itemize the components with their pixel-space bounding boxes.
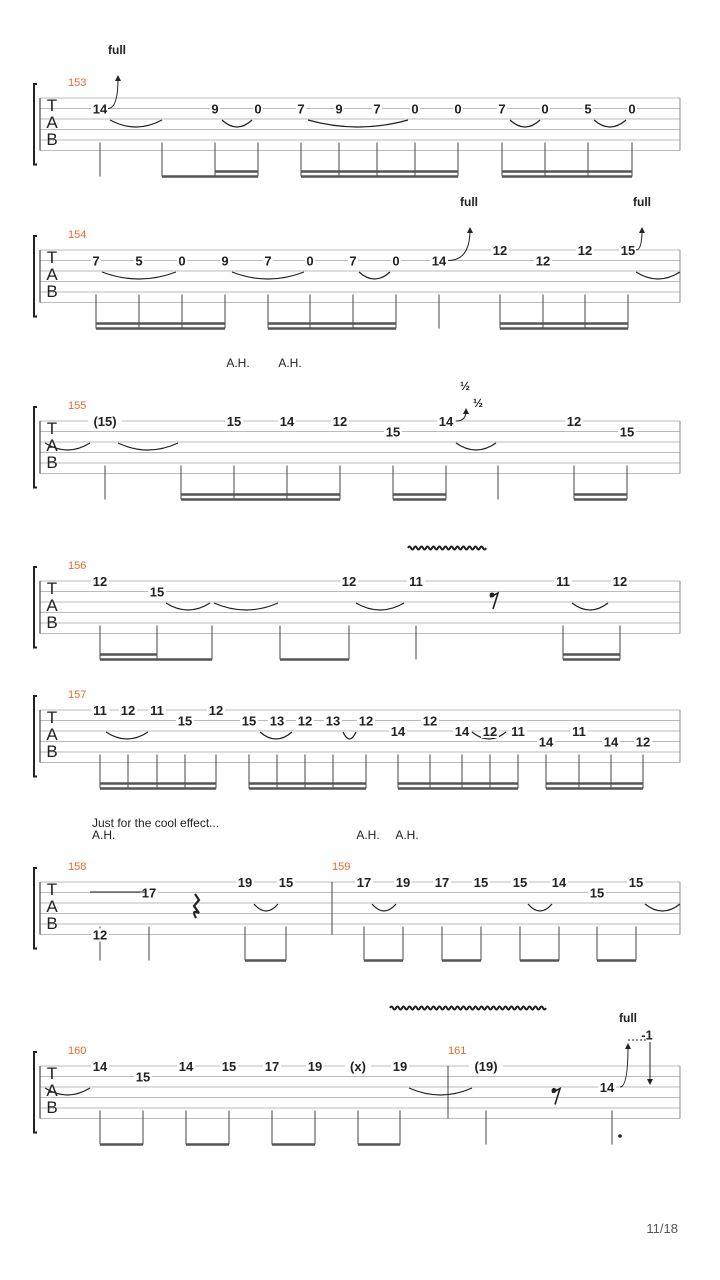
- tab-clef-letter: A: [46, 596, 58, 615]
- fret-number: 12: [535, 253, 551, 269]
- fret-number: 13: [269, 713, 285, 729]
- tie-arc: [254, 904, 278, 911]
- fret-number: 7: [297, 101, 305, 117]
- fret-number: 12: [297, 713, 313, 729]
- tab-clef-letter: A: [46, 725, 58, 744]
- fret-number: 15: [620, 243, 636, 258]
- measure-number: 153: [68, 77, 87, 89]
- measure-number: 160: [68, 1045, 87, 1057]
- fret-number: 12: [92, 574, 108, 589]
- fret-number: 15: [589, 885, 605, 901]
- tab-clef-letter: B: [46, 742, 58, 761]
- tie-arc: [106, 732, 148, 739]
- fret-number: 9: [211, 101, 219, 117]
- notation-annotation: ½: [459, 379, 471, 393]
- fret-number: 14: [178, 1059, 194, 1074]
- tab-clef-letter: T: [46, 96, 58, 115]
- tab-clef-letter: T: [46, 419, 58, 438]
- staff-bracket: [34, 567, 37, 648]
- fret-number: 12: [92, 927, 108, 943]
- fret-number: 7: [264, 253, 272, 269]
- fret-number: 12: [482, 724, 498, 739]
- fret-number: 12: [208, 703, 224, 718]
- tab-clef-letter: A: [46, 436, 58, 455]
- tie-arc: [636, 272, 680, 279]
- bend-arrow: [448, 230, 470, 261]
- measure-number: 156: [68, 560, 87, 572]
- tie-arc: [645, 904, 680, 911]
- fret-number: 14: [431, 253, 447, 269]
- tie-arc: [166, 603, 210, 610]
- measure-number: 159: [332, 861, 351, 873]
- fret-number: 19: [395, 875, 411, 890]
- fret-number: 15: [278, 875, 294, 890]
- fret-number: 11: [150, 703, 164, 718]
- fret-number: 7: [373, 101, 381, 117]
- tie-arc: [359, 272, 390, 279]
- tab-clef-letter: T: [46, 708, 58, 727]
- fret-number: 17: [141, 885, 157, 901]
- tab-clef-letter: B: [46, 914, 58, 933]
- tab-clef-letter: B: [46, 453, 58, 472]
- staff-bracket: [34, 84, 37, 165]
- notation-annotation: A.H.: [356, 828, 380, 842]
- fret-number: 11: [93, 703, 107, 718]
- tab-clef-letter: T: [46, 880, 58, 899]
- tie-arc: [118, 443, 178, 450]
- tie-arc: [572, 603, 608, 610]
- tie-arc: [528, 904, 552, 911]
- tab-clef-letter: A: [46, 897, 58, 916]
- fret-number: 9: [335, 101, 343, 117]
- tab-clef-letter: B: [46, 282, 58, 301]
- measure-number: 158: [68, 861, 87, 873]
- tab-clef-letter: A: [46, 1081, 58, 1100]
- tab-clef-letter: A: [46, 265, 58, 284]
- fret-number: 0: [254, 101, 262, 117]
- measure-number: 157: [68, 689, 87, 701]
- notation-annotation: full: [108, 43, 126, 57]
- tab-clef-letter: A: [46, 113, 58, 132]
- tie-arc: [456, 443, 496, 450]
- fret-number: 0: [306, 253, 314, 269]
- fret-number: 14: [92, 1059, 108, 1074]
- staff-bracket: [34, 1052, 37, 1133]
- tie-arc: [510, 120, 540, 127]
- bend-arrow: [108, 78, 118, 109]
- tie-arc: [372, 904, 396, 911]
- fret-number: 14: [454, 724, 470, 739]
- notation-annotation: Just for the cool effect...: [92, 816, 220, 830]
- page-number: 11/18: [646, 1221, 678, 1236]
- fret-number: 15: [619, 424, 635, 440]
- fret-number: 19: [392, 1059, 408, 1074]
- fret-number: 0: [454, 101, 462, 117]
- tie-arc: [594, 120, 626, 127]
- tab-clef-letter: T: [46, 1064, 58, 1083]
- tie-arc: [222, 120, 252, 127]
- notation-annotation: full: [460, 195, 478, 209]
- fret-number: 14: [279, 414, 295, 429]
- notation-annotation: full: [619, 1011, 637, 1025]
- notation-annotation: A.H.: [278, 356, 302, 370]
- fret-number: 11: [511, 724, 525, 739]
- fret-number: 14: [551, 875, 567, 890]
- staff-bracket: [34, 407, 37, 488]
- fret-number: 15: [135, 1069, 151, 1085]
- fret-number: 17: [434, 875, 450, 890]
- tie-arc: [232, 272, 304, 279]
- fret-number: 11: [572, 724, 586, 739]
- fret-number: 15: [473, 875, 489, 890]
- measure-number: 161: [448, 1045, 467, 1057]
- fret-number: 15: [512, 875, 528, 890]
- tie-arc: [260, 732, 292, 739]
- bend-arrow: [456, 411, 466, 421]
- fret-number: 9: [221, 253, 229, 269]
- fret-number: 12: [612, 574, 628, 589]
- fret-number: (15): [93, 414, 117, 429]
- fret-number: 15: [221, 1059, 237, 1074]
- fret-number: 12: [120, 703, 136, 718]
- tab-clef-letter: T: [46, 579, 58, 598]
- fret-number: 14: [599, 1080, 615, 1095]
- notation-annotation: A.H.: [395, 828, 419, 842]
- fret-number: 12: [422, 713, 438, 729]
- fret-number: 14: [390, 724, 406, 739]
- fret-number: 17: [264, 1059, 280, 1074]
- staff-bracket: [34, 696, 37, 777]
- fret-number: 11: [409, 574, 423, 589]
- measure-number: 154: [68, 229, 87, 241]
- fret-number: 5: [584, 101, 592, 117]
- fret-number: 15: [226, 414, 242, 429]
- fret-number: 7: [498, 101, 506, 117]
- quarter-rest: [194, 894, 199, 918]
- tie-arc: [409, 1088, 472, 1095]
- fret-number: 12: [566, 414, 582, 429]
- tie-arc: [308, 120, 408, 127]
- notation-annotation: full: [633, 195, 651, 209]
- fret-number: -1: [641, 1027, 653, 1043]
- fret-number: 11: [556, 574, 570, 589]
- tie-arc: [356, 603, 404, 610]
- fret-number: 12: [341, 574, 357, 589]
- tab-clef-letter: B: [46, 1098, 58, 1117]
- staff-bracket: [34, 868, 37, 949]
- tab-clef-letter: B: [46, 130, 58, 149]
- vibrato-line: [390, 1007, 546, 1010]
- notation-annotation: A.H.: [226, 356, 250, 370]
- fret-number: 7: [92, 253, 100, 269]
- fret-number: (19): [474, 1059, 498, 1074]
- measure-number: 155: [68, 400, 87, 412]
- fret-number: 0: [628, 101, 636, 117]
- staff-bracket: [34, 236, 37, 317]
- fret-number: 0: [392, 253, 400, 269]
- fret-number: 0: [411, 101, 419, 117]
- tie-arc: [110, 120, 162, 127]
- staccato-dot: [618, 1134, 622, 1138]
- fret-number: 12: [332, 414, 348, 429]
- fret-number: 15: [385, 424, 401, 440]
- tab-clef-letter: T: [46, 248, 58, 267]
- fret-number: 12: [492, 243, 508, 258]
- notation-annotation: ½: [472, 396, 484, 410]
- fret-number: 15: [149, 584, 165, 600]
- tie-arc: [343, 732, 356, 739]
- tab-clef-letter: B: [46, 613, 58, 632]
- fret-number: 15: [241, 713, 257, 729]
- fret-number: (x): [350, 1059, 366, 1074]
- fret-number: 19: [307, 1059, 323, 1074]
- tie-arc: [214, 603, 278, 610]
- fret-number: 12: [577, 243, 593, 258]
- fret-number: 12: [635, 734, 651, 750]
- fret-number: 15: [628, 875, 644, 890]
- tie-arc: [102, 272, 176, 279]
- fret-number: 0: [178, 253, 186, 269]
- vibrato-line: [408, 547, 486, 550]
- fret-number: 14: [538, 734, 554, 750]
- fret-number: 7: [349, 253, 357, 269]
- fret-number: 14: [438, 414, 454, 429]
- fret-number: 5: [135, 253, 143, 269]
- fret-number: 0: [541, 101, 549, 117]
- fret-number: 14: [92, 101, 108, 117]
- fret-number: 13: [325, 713, 341, 729]
- fret-number: 17: [356, 875, 372, 890]
- fret-number: 14: [603, 734, 619, 750]
- fret-number: 15: [177, 713, 193, 729]
- fret-number: 19: [237, 875, 253, 890]
- notation-annotation: A.H.: [92, 828, 116, 842]
- fret-number: 12: [358, 713, 374, 729]
